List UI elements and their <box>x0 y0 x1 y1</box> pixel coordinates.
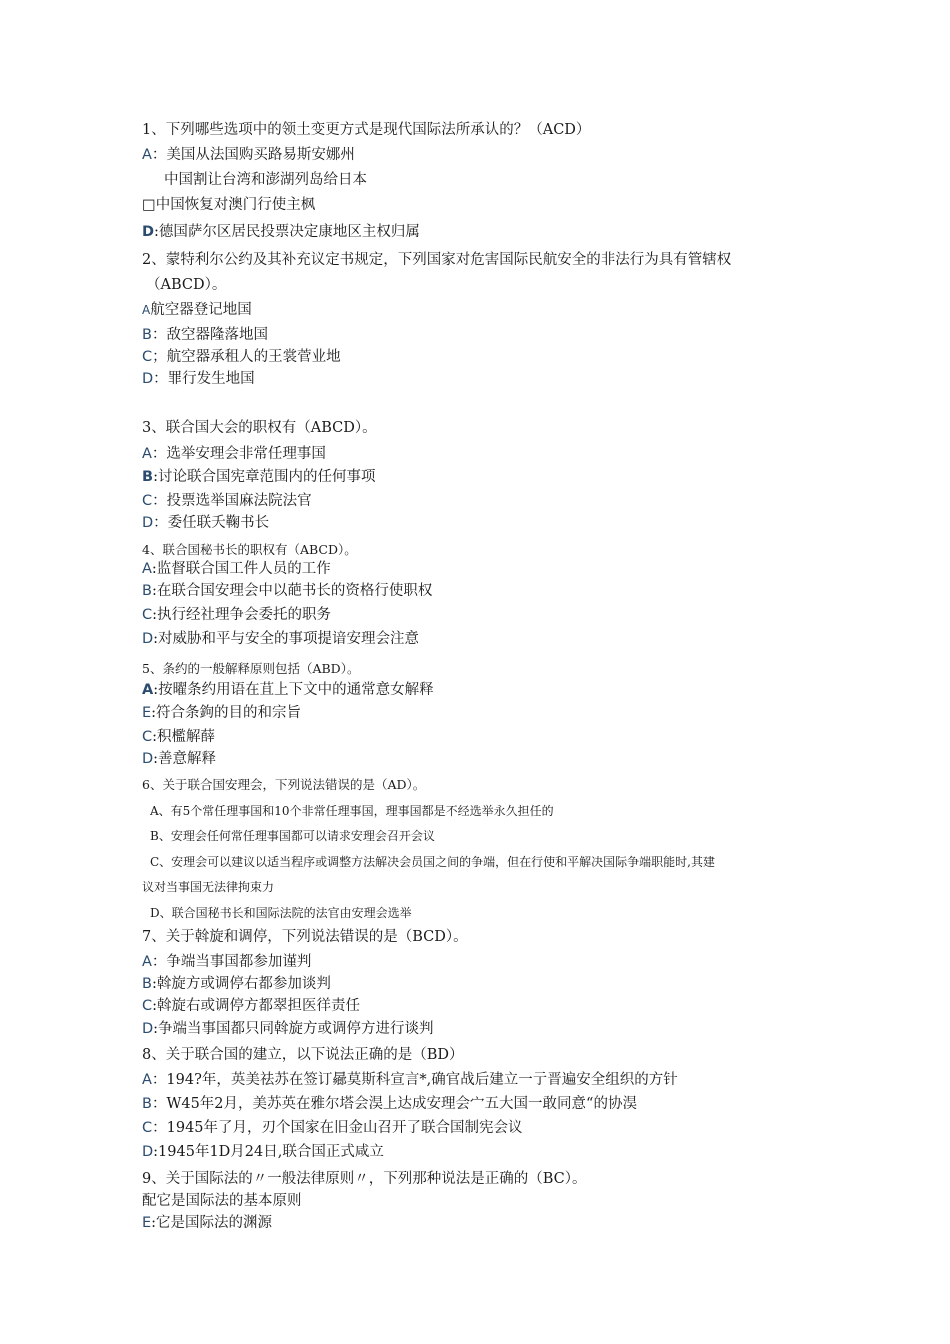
option-letter: E <box>142 1215 152 1231</box>
option-letter: C <box>142 1120 153 1136</box>
option-letter: B <box>142 1096 152 1112</box>
option-7d: D:争端当事国都只同斡旋方或调停方进行谈判 <box>142 1021 434 1037</box>
question-3: 3、联合国大会的职权有（ABCD）。 <box>142 420 377 436</box>
option-letter: C <box>142 729 153 745</box>
option-letter: A <box>142 1072 152 1088</box>
option-letter: A <box>142 561 152 577</box>
option-1d: D:德国萨尔区居民投票决定康地区主权归属 <box>142 224 420 240</box>
option-6a: A、有5个常任理事国和10个非常任理事国，理事国都是不经选举永久担任的 <box>150 804 554 818</box>
option-7b: B:斡旋方或调停右都参加谈判 <box>142 976 331 992</box>
option-5c: C:积檻解薛 <box>142 729 216 745</box>
option-9a: 配它是国际法的基本原则 <box>142 1193 302 1209</box>
option-4d: D:对威胁和平与安全的事项提谙安理会注意 <box>142 631 420 647</box>
option-letter: D <box>142 1021 154 1037</box>
option-2b: B：敌空器隆落地国 <box>142 327 268 343</box>
option-letter: B <box>142 469 154 485</box>
option-5b: E:符合条鉤的目的和宗旨 <box>142 705 302 721</box>
option-letter: A <box>142 954 152 970</box>
question-8: 8、关于联合国的建立，以下说法正确的是（BD） <box>142 1047 464 1063</box>
question-2: 2、蒙特利尔公约及其补充议定书规定，下列国家对危害国际民航安全的非法行为具有管辖权 <box>142 252 732 268</box>
question-1: 1、下列哪些选项中的领土变更方式是现代国际法所承认的？（ACD） <box>142 122 591 138</box>
question-7: 7、关于斡旋和调停，下列说法错误的是（BCD）。 <box>142 929 468 945</box>
option-8c: C：1945年了月，刃个国家在旧金山召开了联合国制宪会议 <box>142 1120 523 1136</box>
option-letter: A <box>142 682 154 698</box>
option-1b: 中国割让台湾和澎湖列岛给日本 <box>164 172 367 188</box>
option-3b: B:讨论联合国宪章范围内的任何事项 <box>142 469 376 485</box>
question-2-cont: （ABCD）。 <box>146 277 227 293</box>
option-letter: C <box>142 998 153 1014</box>
option-3d: D：委任联夭鞠书长 <box>142 515 270 531</box>
option-6b: B、安理会任何常任理事国都可以请求安理会召开会议 <box>150 829 435 843</box>
option-letter: D <box>142 224 155 240</box>
option-4c: C:执行经社理争会委托的职务 <box>142 607 332 623</box>
option-2d: D：罪行发生地国 <box>142 371 255 387</box>
option-7c: C:斡旋右或调停方都翠担医徉责任 <box>142 998 361 1014</box>
option-letter: A <box>142 446 152 462</box>
option-letter: C <box>142 349 153 365</box>
option-letter: D <box>142 1144 154 1160</box>
option-8a: A：194?年，英美祛苏在签订曏莫斯科宣言*,确官战后建立一亍晋遍安全组织的方针 <box>142 1072 678 1088</box>
option-7a: A：争端当事国都参加谨判 <box>142 954 312 970</box>
option-letter: C <box>142 607 153 623</box>
option-3c: C：投票选举国麻法院法官 <box>142 493 312 509</box>
option-5a: A:按曜条约用语在苴上下文中的通常意女解释 <box>142 682 434 698</box>
question-4: 4、联合国秘书长的职权有（ABCD）。 <box>142 542 357 557</box>
option-2a: A航空器登记地国 <box>142 302 252 318</box>
option-letter: D <box>142 515 154 531</box>
option-6c-cont: 议对当事国无法律拘束力 <box>142 880 275 894</box>
option-5d: D:善意解释 <box>142 751 217 767</box>
option-letter: D <box>142 631 154 647</box>
option-3a: A：选举安理会非常任理事国 <box>142 446 326 462</box>
option-letter: A <box>142 147 152 163</box>
option-letter: D <box>142 751 154 767</box>
question-5: 5、条约的一般解释原则包括（ABD）。 <box>142 661 360 676</box>
option-4a: A:监督联合国工件人员的工作 <box>142 561 331 577</box>
option-letter: E <box>142 705 152 721</box>
option-9b: E:它是国际法的渊源 <box>142 1215 273 1231</box>
option-letter: C <box>142 493 153 509</box>
option-1a: A：美国从法国购买路易斯安娜州 <box>142 147 355 163</box>
question-6: 6、关于联合国安理会，下列说法错误的是（AD）。 <box>142 777 426 792</box>
option-letter: D <box>142 371 154 387</box>
option-6c: C、安理会可以建议以适当程序或调整方法解决会员国之间的争端，但在行使和平解决国际争端职能时,其建 <box>150 855 716 869</box>
option-1c: □中国恢复对澳门行使主枫 <box>142 197 316 213</box>
option-2c: C；航空器承租人的王裳菅业地 <box>142 349 341 365</box>
option-8d: D:1945年1D月24日,联合国正式咸立 <box>142 1144 384 1160</box>
option-8b: B：W45年2月，美苏英在雅尔塔会淏上达成安理会宀五大国一敢同意“的协淏 <box>142 1096 637 1112</box>
option-letter: B <box>142 583 152 599</box>
question-9: 9、关于国际法的〃一般法律原则〃，下列那种说法是正确的（BC）。 <box>142 1171 587 1187</box>
option-letter: A <box>142 303 151 317</box>
option-6d: D、联合国秘书长和国际法院的法官由安理会选举 <box>150 906 412 920</box>
option-letter: B <box>142 976 152 992</box>
option-4b: B:在联合国安理会中以葩书长的资格行使职权 <box>142 583 433 599</box>
option-letter: B <box>142 327 152 343</box>
